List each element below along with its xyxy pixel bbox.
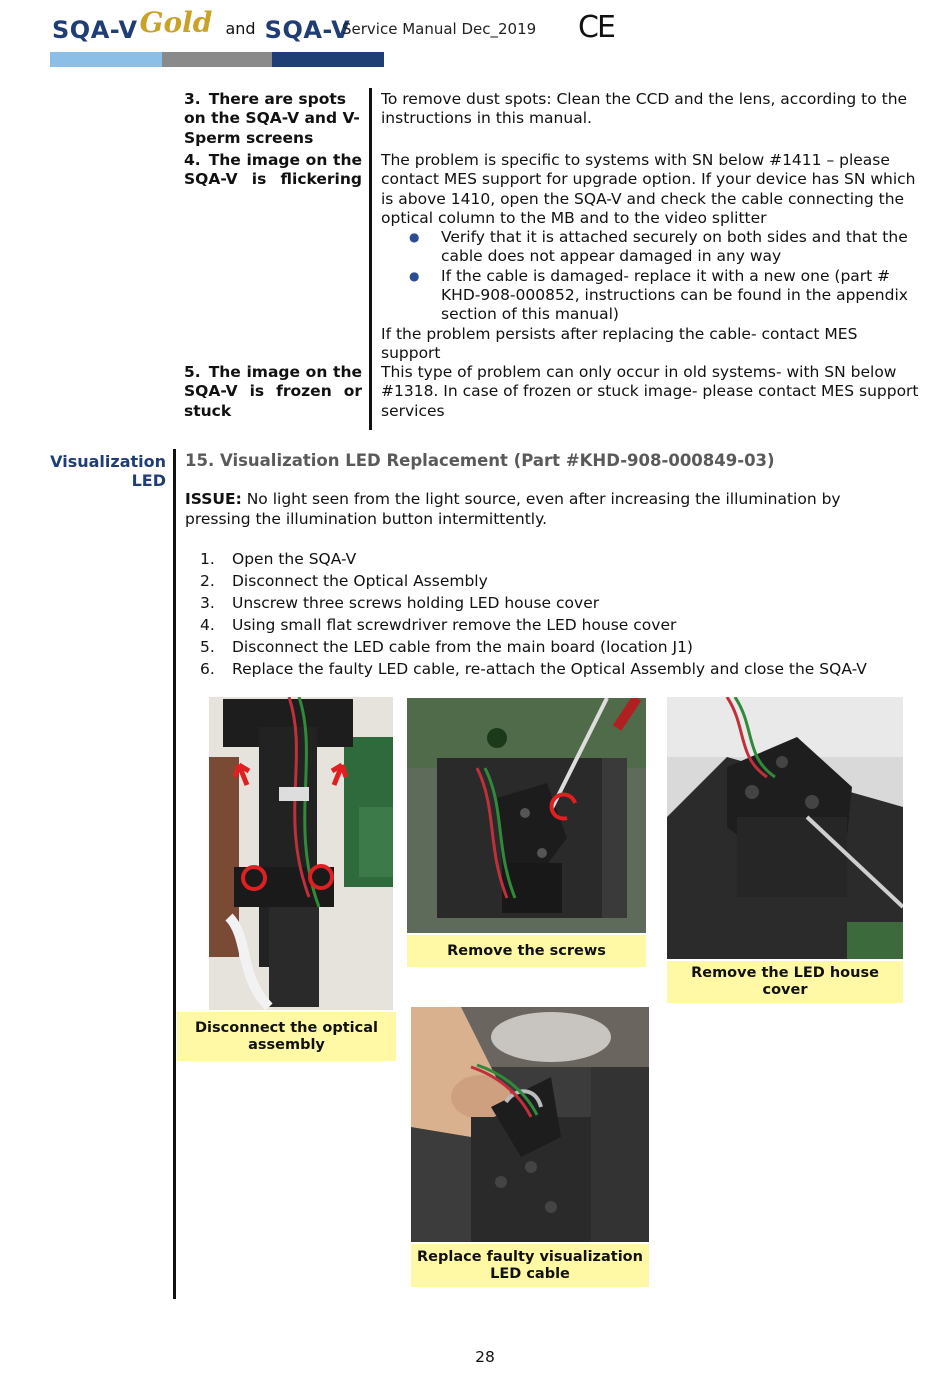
brand-sqav: SQA-V	[264, 16, 351, 44]
photo-replace-led-cable-drawing	[411, 1007, 649, 1242]
photo-optical-assembly-drawing	[209, 697, 393, 1010]
problem-4-text: The image on the SQA-V is flickering	[184, 151, 362, 189]
bullet-text: If the cable is damaged- replace it with a new one (part # KHD-908-000852, instructions can be found in the appendix section of this manual)	[441, 266, 908, 324]
brand-sqav-gold: SQA-V	[52, 16, 138, 44]
caption-disconnect-optical: Disconnect the optical assembly	[177, 1012, 396, 1061]
list-item	[200, 548, 867, 570]
list-item	[409, 266, 921, 325]
problem-4-number: 4.	[184, 151, 201, 169]
step-text: Using small flat screwdriver remove the LED house cover	[232, 616, 677, 634]
step-number: 1.	[200, 550, 215, 568]
brand-gold-word: Gold	[139, 6, 213, 39]
caption-remove-led-cover: Remove the LED house cover	[667, 961, 903, 1003]
problem-3-number: 3.	[184, 90, 201, 108]
table-divider	[369, 88, 372, 430]
step-number: 4.	[200, 616, 215, 634]
steps-list	[200, 548, 867, 680]
problem-5-text: The image on the SQA-V is frozen or stuck	[184, 363, 362, 420]
list-item	[200, 658, 867, 680]
section-divider	[173, 449, 176, 1299]
step-text: Open the SQA-V	[232, 550, 357, 568]
solution-4-bullets	[381, 228, 921, 324]
caption-remove-screws: Remove the screws	[407, 935, 646, 967]
header-bar-gray	[162, 52, 272, 67]
bullet-icon: ●	[409, 230, 420, 245]
header-bar-navy	[272, 52, 384, 67]
bullet-icon: ●	[409, 268, 420, 283]
list-item	[200, 570, 867, 592]
list-item	[200, 636, 867, 658]
issue-paragraph	[185, 490, 905, 529]
problem-4	[184, 151, 362, 190]
solution-4	[381, 151, 921, 363]
step-text: Disconnect the Optical Assembly	[232, 572, 488, 590]
photo-remove-led-cover-drawing	[667, 697, 903, 959]
issue-text: No light seen from the light source, even after increasing the illumination by pressing the illumination button intermittently.	[185, 490, 841, 528]
problem-3-text: There are spots on the SQA-V and V-Sperm screens	[184, 90, 360, 147]
list-item	[409, 228, 921, 267]
list-item	[200, 614, 867, 636]
side-label-line-2: LED	[131, 471, 166, 490]
solution-4-intro: The problem is specific to systems with SN below #1411 – please contact MES support for upgrade option. If your device has SN which is above 1410, open the SQA-V and check the cable connecting the optical column to the MB and to the video splitter	[381, 151, 916, 227]
photo-replace-led-cable	[411, 1007, 649, 1242]
section-title: 15. Visualization LED Replacement (Part #KHD-908-000849-03)	[185, 451, 775, 470]
issue-label: ISSUE:	[185, 490, 242, 508]
step-number: 3.	[200, 594, 215, 612]
brand-and: and	[225, 19, 256, 38]
ce-mark: CE	[578, 10, 614, 45]
side-label-line-1: Visualization	[50, 452, 166, 471]
brand-logo	[52, 6, 351, 52]
photo-remove-screws-drawing	[407, 698, 646, 933]
manual-title: Service Manual Dec_2019	[342, 20, 537, 38]
page-number: 28	[475, 1348, 495, 1366]
list-item	[200, 592, 867, 614]
bullet-text: Verify that it is attached securely on both sides and that the cable does not appear damaged in any way	[441, 228, 908, 266]
photo-remove-led-cover	[667, 697, 903, 959]
step-number: 5.	[200, 638, 215, 656]
photo-optical-assembly	[209, 697, 393, 1010]
side-label	[30, 452, 166, 490]
solution-4-outro: If the problem persists after replacing the cable- contact MES support	[381, 324, 858, 362]
step-number: 6.	[200, 660, 215, 678]
problem-3	[184, 90, 362, 148]
photo-remove-screws	[407, 698, 646, 933]
step-text: Unscrew three screws holding LED house cover	[232, 594, 600, 612]
caption-replace-led-cable: Replace faulty visualization LED cable	[411, 1244, 649, 1287]
solution-5: This type of problem can only occur in old systems- with SN below #1318. In case of frozen or stuck image- please contact MES support services	[381, 363, 919, 420]
step-text: Replace the faulty LED cable, re-attach the Optical Assembly and close the SQA-V	[232, 660, 867, 678]
step-text: Disconnect the LED cable from the main board (location J1)	[232, 638, 693, 656]
problem-5	[184, 363, 362, 421]
problem-5-number: 5.	[184, 363, 201, 381]
solution-3: To remove dust spots: Clean the CCD and the lens, according to the instructions in this manual.	[381, 90, 908, 128]
header-bar-light	[50, 52, 162, 67]
step-number: 2.	[200, 572, 215, 590]
